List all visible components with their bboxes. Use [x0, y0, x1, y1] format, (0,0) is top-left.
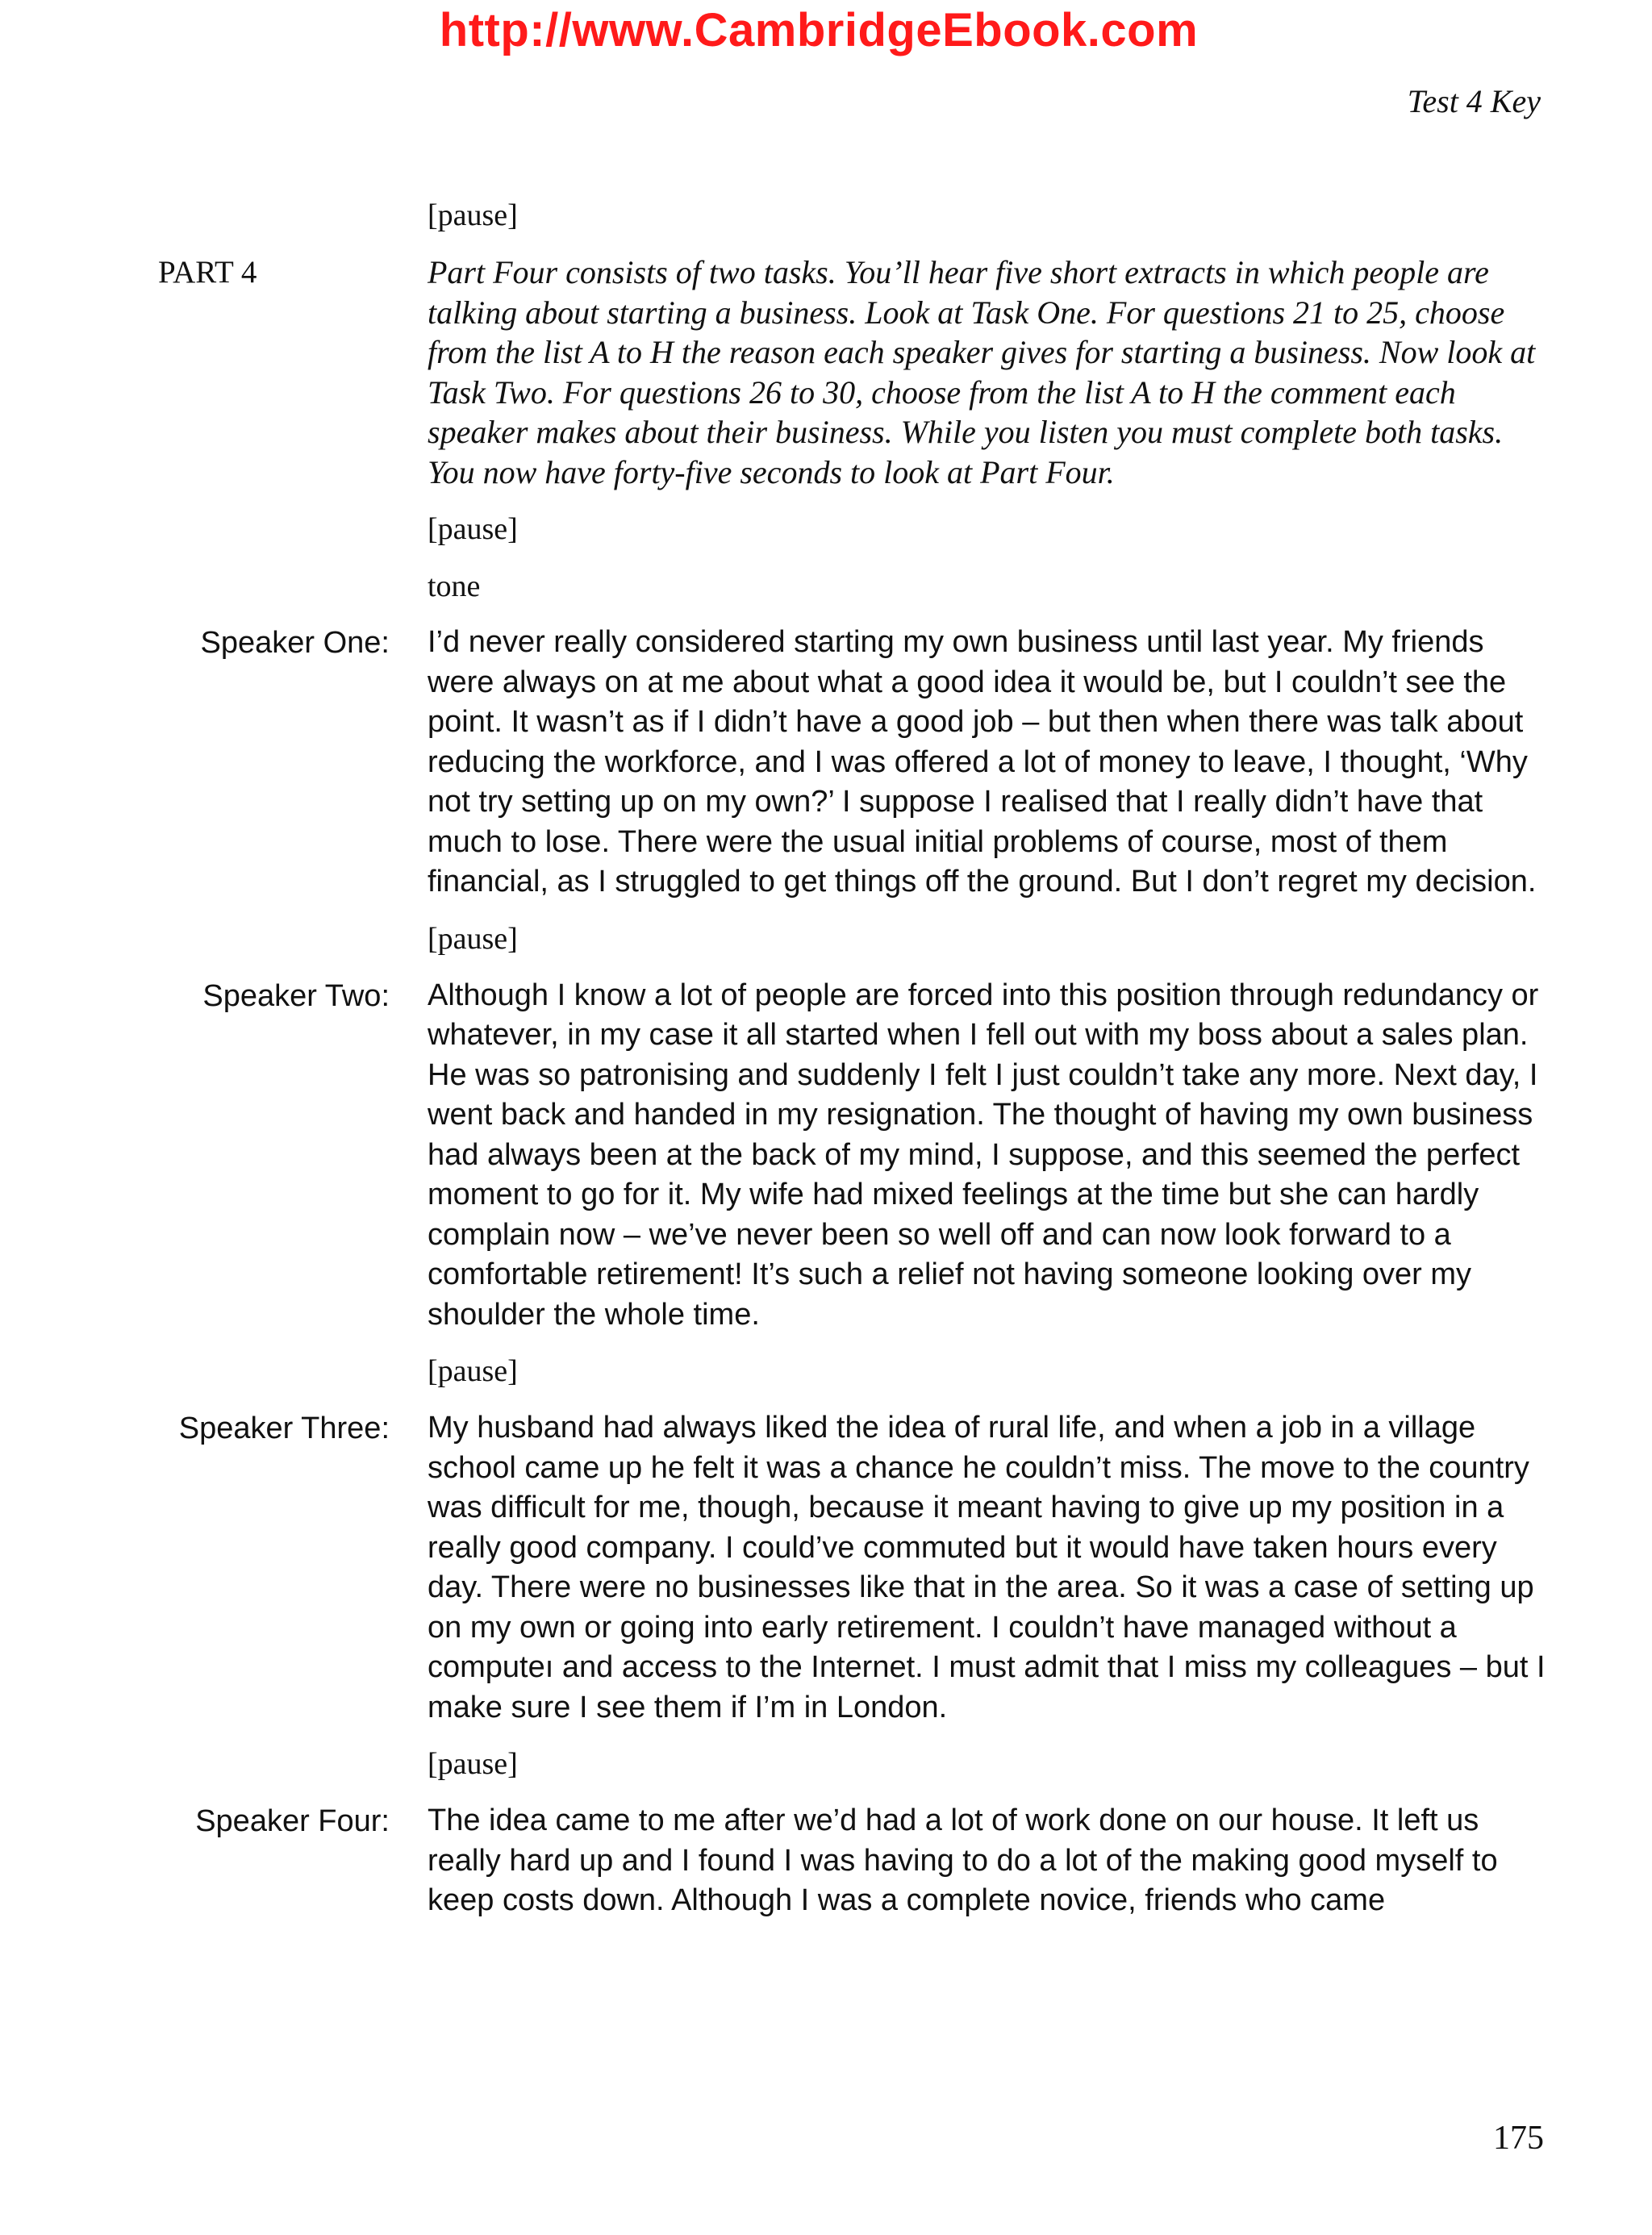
- tone-marker: tone: [428, 569, 481, 603]
- running-head: Test 4 Key: [1407, 83, 1541, 119]
- speaker-one-text: I’d never really considered starting my own business until last year. My friends were always on at me about what a good idea it would be, but I couldn’t see the point. It wasn’t as if I didn’t have a good job – but then when there was talk about reducing the workforce, and I was offered a lot of money to leave, I thought, ‘Why not try setting up on my own?’ I suppose I realised that I really didn’t have that much to lose. There were the usual initial problems of course, most of them financial, as I struggled to get things off the ground. But I don’t regret my decision.: [428, 625, 1537, 899]
- speaker-three-pause-row: [0, 1744, 1652, 1784]
- part-instructions: Part Four consists of two tasks. You’ll hear five short extracts in which people are talking about starting a business. Look at Task One. For questions 21 to 25, choose from the list A to H the reason each speaker gives for starting a business. Now look at Task Two. For questions 26 to 30, choose from the list A to H the comment each speaker makes about their business. While you listen you must complete both tasks. You now have forty-five seconds to look at Part Four.: [428, 254, 1536, 490]
- speaker-two-text: Although I know a lot of people are forced into this position through redundancy or whatever, in my case it all started when I fell out with my boss about a sales plan. He was so patronising and suddenly I felt I just couldn’t take any more. Next day, I went back and handed in my resignation. The thought of having my own business had always been at the back of my mind, I suppose, and this seemed the perfect moment to go for it. My wife had mixed feelings at the time but she can hardly complain now – we’ve never been so well off and can now look forward to a comfortable retirement! It’s such a relief not having someone looking over my shoulder the whole time.: [428, 978, 1539, 1332]
- speaker-one-label: Speaker One:: [200, 626, 390, 660]
- page-number: 175: [1493, 2120, 1544, 2157]
- speaker-four-text: The idea came to me after we’d had a lot of work done on our house. It left us really hard up and I found I was having to do a lot of the making good myself to keep costs down. Although I was a complete novice, friends who came: [428, 1803, 1498, 1917]
- speaker-one-row: [0, 623, 1652, 903]
- speaker-two-pause-row: [0, 1351, 1652, 1391]
- speaker-two-label: Speaker Two:: [202, 978, 390, 1013]
- pause-marker: [pause]: [428, 198, 518, 232]
- transcript-content: [0, 195, 1652, 1921]
- speaker-three-row: [0, 1408, 1652, 1728]
- speaker-three-text: My husband had always liked the idea of rural life, and when a job in a village school came up he felt it was a chance he couldn’t miss. The move to the country was difficult for me, though, because it meant having to give up my position in a really good company. I could’ve commuted but it would have taken hours every day. There were no businesses like that in the area. So it was a case of setting up on my own or going into early retirement. I couldn’t have managed without a computeı and access to the Internet. I must admit that I miss my colleagues – but I make sure I see them if I’m in London.: [428, 1411, 1546, 1724]
- tone-row: [0, 566, 1652, 607]
- speaker-three-label: Speaker Three:: [178, 1411, 390, 1445]
- speaker-four-label: Speaker Four:: [195, 1804, 390, 1838]
- part-label: PART 4: [158, 255, 257, 290]
- intro-pause-row: [0, 195, 1652, 236]
- part-instructions-row: [0, 252, 1652, 492]
- speaker-four-row: [0, 1801, 1652, 1921]
- speaker-one-pause-row: [0, 919, 1652, 959]
- pause-marker: [pause]: [428, 1747, 518, 1781]
- part-pause-row: [0, 509, 1652, 549]
- speaker-two-row: [0, 976, 1652, 1336]
- pause-marker: [pause]: [428, 1354, 518, 1388]
- pause-marker: [pause]: [428, 921, 518, 956]
- watermark-url: http://www.CambridgeEbook.com: [439, 4, 1199, 56]
- pause-marker: [pause]: [428, 512, 518, 546]
